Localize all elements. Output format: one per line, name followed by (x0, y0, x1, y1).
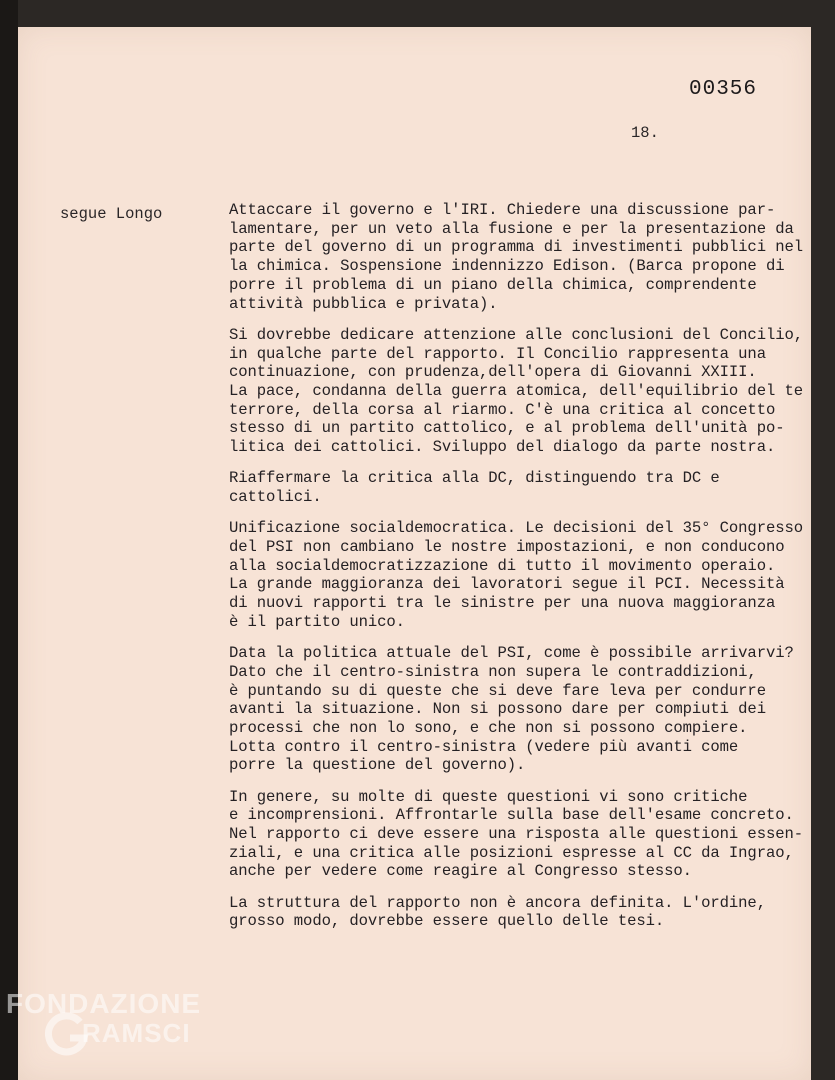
text-line: attività pubblica e privata). (229, 294, 498, 313)
text-line: porre la questione del governo). (229, 756, 526, 775)
paragraph-struttura (229, 894, 829, 931)
text-line: Riaffermare la critica alla DC, distinguendo tra DC e (229, 469, 720, 488)
scanner-edge (0, 0, 18, 1080)
paragraph-dc (229, 469, 829, 506)
text-line: avanti la situazione. Non si possono dare per compiuti dei (229, 700, 766, 719)
text-line: in qualche parte del rapporto. Il Concilio rappresenta una (229, 344, 766, 363)
margin-speaker-label: segue Longo (60, 205, 163, 223)
paragraph-iri (229, 201, 829, 313)
text-line: Attaccare il governo e l'IRI. Chiedere una discussione par- (229, 201, 776, 219)
text-line: La struttura del rapporto non è ancora definita. L'ordine, (229, 893, 766, 912)
text-line: Nel rapporto ci deve essere una risposta alle questioni essen- (229, 825, 803, 844)
text-line: grosso modo, dovrebbe essere quello delle tesi. (229, 912, 665, 931)
text-line: anche per vedere come reagire al Congresso stesso. (229, 862, 692, 881)
text-line: è puntando su di queste che si deve fare leva per condurre (229, 681, 766, 700)
text-line: lamentare, per un veto alla fusione e per la presentazione da (229, 219, 794, 238)
paragraph-psi (229, 644, 829, 775)
text-line: la chimica. Sospensione indennizzo Edison. (Barca propone di (229, 257, 785, 276)
text-line: alla socialdemocratizzazione di tutto il movimento operaio. (229, 556, 776, 575)
text-line: Si dovrebbe dedicare attenzione alle conclusioni del Concilio, (229, 325, 803, 344)
text-line: processi che non lo sono, e che non si possono compiere. (229, 718, 748, 737)
paragraph-critiche (229, 788, 829, 882)
text-line: La pace, condanna della guerra atomica, dell'equilibrio del te (229, 381, 803, 400)
text-line: e incomprensioni. Affrontarle sulla base dell'esame concreto. (229, 806, 794, 825)
document-body (229, 201, 829, 944)
page-number: 18. (631, 124, 659, 142)
text-line: Data la politica attuale del PSI, come è possibile arrivarvi? (229, 644, 794, 663)
text-line: terrore, della corsa al riarmo. C'è una critica al concetto (229, 400, 776, 419)
fondazione-gramsci-watermark (6, 988, 206, 1068)
watermark-line-2: RAMSCI (82, 1018, 191, 1048)
document-number: 00356 (689, 78, 758, 101)
text-line: porre il problema di un piano della chimica, comprendente (229, 275, 757, 294)
text-line: Lotta contro il centro-sinistra (vedere più avanti come (229, 737, 739, 756)
text-line: è il partito unico. (229, 612, 405, 631)
text-line: Dato che il centro-sinistra non supera le contraddizioni, (229, 662, 757, 681)
text-line: stesso di un partito cattolico, e al problema dell'unità po- (229, 419, 785, 438)
paragraph-concilio (229, 326, 829, 457)
text-line: cattolici. (229, 488, 322, 507)
text-line: ziali, e una critica alle posizioni espresse al CC da Ingrao, (229, 843, 794, 862)
text-line: parte del governo di un programma di investimenti pubblici nel (229, 238, 803, 257)
text-line: del PSI non cambiano le nostre impostazioni, e non conducono (229, 538, 785, 557)
text-line: La grande maggioranza dei lavoratori segue il PCI. Necessità (229, 575, 785, 594)
text-line: Unificazione socialdemocratica. Le decisioni del 35° Congresso (229, 519, 803, 538)
paragraph-unificazione (229, 519, 829, 631)
text-line: In genere, su molte di queste questioni vi sono critiche (229, 787, 748, 806)
watermark-line-1: FONDAZIONE (6, 988, 202, 1019)
text-line: litica dei cattolici. Sviluppo del dialogo da parte nostra. (229, 438, 776, 457)
text-line: di nuovi rapporti tra le sinistre per una nuova maggioranza (229, 594, 776, 613)
text-line: continuazione, con prudenza,dell'opera di Giovanni XXIII. (229, 363, 757, 382)
